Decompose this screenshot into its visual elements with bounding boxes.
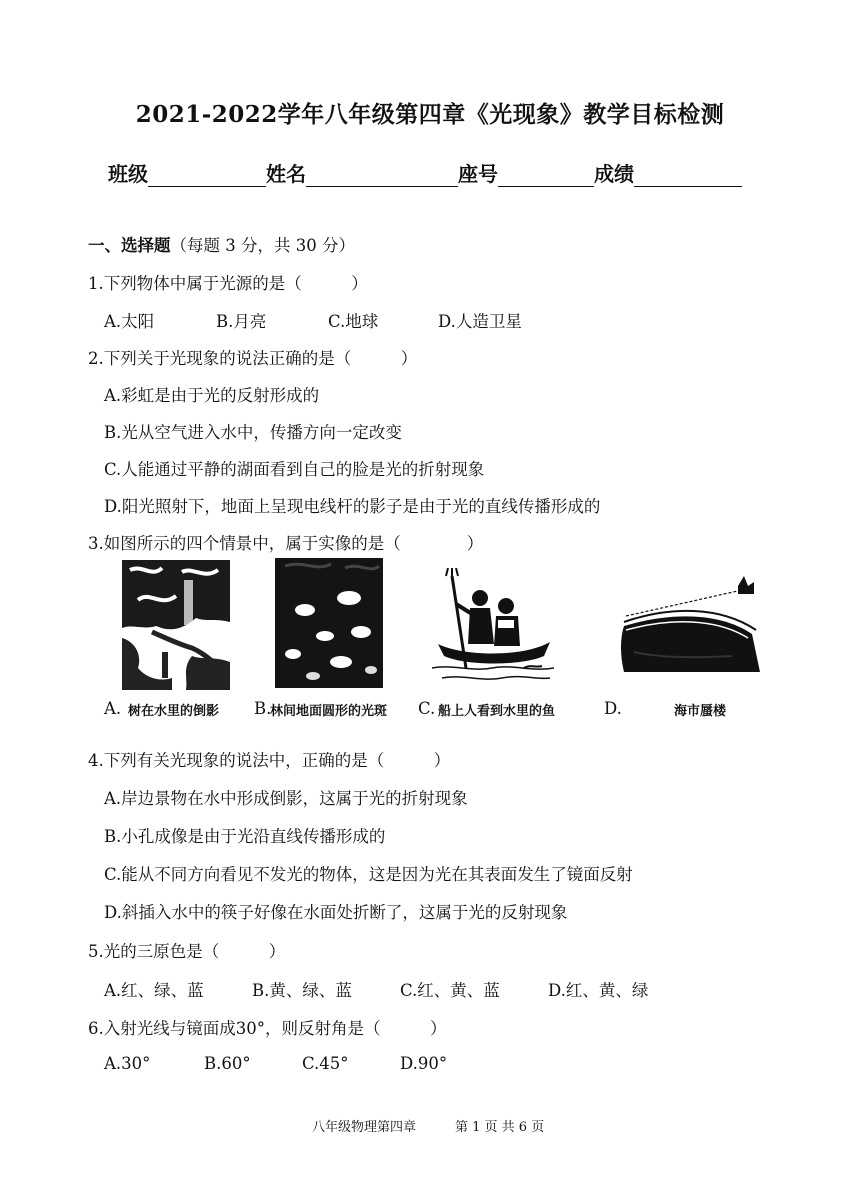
- q1-option-c[interactable]: C.地球: [328, 312, 379, 331]
- section-heading: [88, 232, 355, 256]
- mirage-image: [620, 572, 766, 680]
- q2-option-c[interactable]: C.人能通过平静的湖面看到自己的脸是光的折射现象: [104, 460, 485, 479]
- seat-label: 座号: [458, 162, 498, 186]
- q3-caption-b: 林间地面圆形的光斑: [270, 704, 388, 719]
- page-title: 2021-2022学年八年级第四章《光现象》教学目标检测: [135, 101, 725, 128]
- q3-caption-a: 树在水里的倒影: [128, 704, 220, 719]
- q5-option-a[interactable]: A.红、绿、蓝: [104, 981, 204, 1000]
- light-spot-image: [275, 558, 383, 688]
- q4-option-a[interactable]: A.岸边景物在水中形成倒影，这属于光的折射现象: [104, 789, 468, 808]
- q3-letter-b[interactable]: B.: [254, 699, 272, 718]
- name-blank[interactable]: [306, 164, 458, 187]
- q1-option-b[interactable]: B.月亮: [216, 312, 267, 331]
- q1-option-a[interactable]: A.太阳: [104, 312, 155, 331]
- class-label: 班级: [108, 162, 148, 186]
- question-4-stem: 4.下列有关光现象的说法中，正确的是（ ）: [88, 751, 451, 770]
- q4-option-c[interactable]: C.能从不同方向看见不发光的物体，这是因为光在其表面发生了镜面反射: [104, 865, 633, 884]
- question-5-stem: 5.光的三原色是（ ）: [88, 942, 286, 961]
- q4-option-d[interactable]: D.斜插入水中的筷子好像在水面处折断了，这属于光的反射现象: [104, 903, 568, 922]
- q2-option-d[interactable]: D.阳光照射下，地面上呈现电线杆的影子是由于光的直线传播形成的: [104, 497, 601, 516]
- q5-option-d[interactable]: D.红、黄、绿: [548, 981, 649, 1000]
- q5-option-c[interactable]: C.红、黄、蓝: [400, 981, 500, 1000]
- q3-letter-a[interactable]: A.: [104, 699, 122, 718]
- q6-option-b[interactable]: B.60°: [204, 1054, 251, 1073]
- section-title: 一、选择题: [88, 236, 171, 255]
- score-label: 成绩: [594, 162, 634, 186]
- info-line: [108, 158, 742, 187]
- q2-option-b[interactable]: B.光从空气进入水中，传播方向一定改变: [104, 423, 402, 442]
- q3-letter-c[interactable]: C.: [418, 699, 436, 718]
- q6-option-c[interactable]: C.45°: [302, 1054, 349, 1073]
- score-blank[interactable]: [634, 164, 742, 187]
- q3-letter-d[interactable]: D.: [604, 699, 622, 718]
- q4-option-b[interactable]: B.小孔成像是由于光沿直线传播形成的: [104, 827, 386, 846]
- q6-option-d[interactable]: D.90°: [400, 1054, 448, 1073]
- question-3-stem: 3.如图所示的四个情景中，属于实像的是（ ）: [88, 534, 484, 553]
- question-2-stem: 2.下列关于光现象的说法正确的是（ ）: [88, 349, 418, 368]
- q5-option-b[interactable]: B.黄、绿、蓝: [252, 981, 352, 1000]
- q2-option-a[interactable]: A.彩虹是由于光的反射形成的: [104, 386, 320, 405]
- footer-page-number: 第 1 页 共 6 页: [455, 1120, 545, 1135]
- class-blank[interactable]: [148, 164, 266, 187]
- question-6-stem: 6.入射光线与镜面成30°，则反射角是（ ）: [88, 1019, 447, 1038]
- boat-fishing-image: [432, 568, 554, 688]
- question-1-stem: 1.下列物体中属于光源的是（ ）: [88, 274, 368, 293]
- seat-blank[interactable]: [498, 164, 594, 187]
- q3-caption-d: 海市蜃楼: [674, 704, 727, 719]
- name-label: 姓名: [266, 162, 306, 186]
- footer-subject: 八年级物理第四章: [312, 1120, 417, 1135]
- tree-reflection-image: [122, 560, 230, 690]
- q3-caption-c: 船上人看到水里的鱼: [438, 704, 556, 719]
- section-note: （每题 3 分，共 30 分）: [170, 236, 355, 255]
- q1-option-d[interactable]: D.人造卫星: [438, 312, 522, 331]
- q6-option-a[interactable]: A.30°: [104, 1054, 151, 1073]
